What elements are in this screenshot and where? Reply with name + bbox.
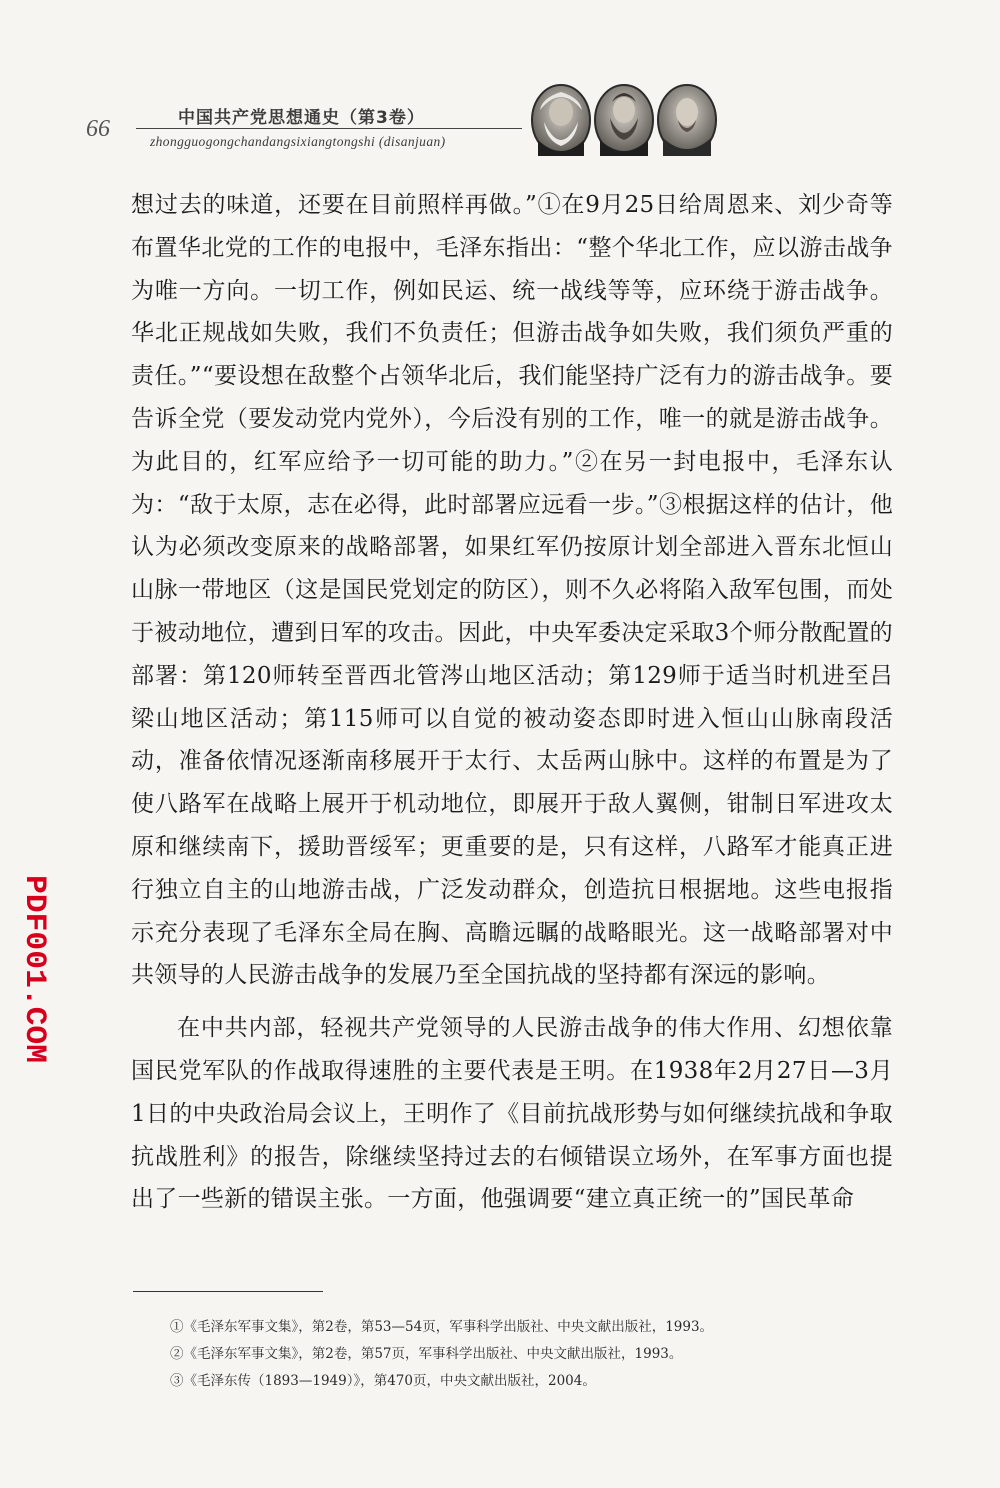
footnote-1: ①《毛泽东军事文集》，第2卷，第53—54页，军事科学出版社、中央文献出版社，1993。	[170, 1319, 714, 1335]
paragraph-wang-ming: 在中共内部，轻视共产党领导的人民游击战争的伟大作用、幻想依靠国民党军队的作战取得速胜的主要代表是王明。在1938年2月27日—3月1日的中央政治局会议上，王明作了《目前抗战形势与如何继续抗战和争取抗战胜利》的报告，除继续坚持过去的右倾错误立场外，在军事方面也提出了一些新的错误主张。一方面，他强调要“建立真正统一的”国民革命	[131, 1015, 893, 1213]
running-header-title: 中国共产党思想通史（第3卷）	[178, 108, 425, 128]
portrait-marx-icon	[532, 85, 590, 156]
footnotes	[170, 1314, 890, 1395]
footnote-rule	[133, 1291, 323, 1292]
watermark-text: PDF001.COM	[17, 875, 51, 1056]
header-portraits	[526, 80, 720, 160]
portrait-lenin-icon	[658, 85, 716, 156]
watermark	[15, 875, 55, 1065]
running-header-pinyin: zhongguogongchandangsixiangtongshi (disanjuan)	[150, 134, 446, 149]
header-rule	[136, 128, 522, 129]
page-number: 66	[86, 116, 110, 142]
portrait-engels-icon	[595, 85, 653, 156]
footnote-2: ②《毛泽东军事文集》，第2卷，第57页，军事科学出版社、中央文献出版社，1993。	[170, 1346, 683, 1362]
body-text	[131, 184, 893, 1221]
footnote-3: ③《毛泽东传（1893—1949）》，第470页，中央文献出版社，2004。	[170, 1373, 596, 1389]
paragraph-continued: 想过去的味道，还要在目前照样再做。”①在9月25日给周恩来、刘少奇等布置华北党的工作的电报中，毛泽东指出：“整个华北工作，应以游击战争为唯一方向。一切工作，例如民运、统一战线等等，应环绕于游击战争。华北正规战如失败，我们不负责任；但游击战争如失败，我们须负严重的责任。”“要设想在敌整个占领华北后，我们能坚持广泛有力的游击战争。要告诉全党（要发动党内党外），今后没有别的工作，唯一的就是游击战争。为此目的，红军应给予一切可能的助力。”②在另一封电报中，毛泽东认为：“敌于太原，志在必得，此时部署应远看一步。”③根据这样的估计，他认为必须改变原来的战略部署，如果红军仍按原计划全部进入晋东北恒山山脉一带地区（这是国民党划定的防区），则不久必将陷入敌军包围，而处于被动地位，遭到日军的攻击。因此，中央军委决定采取3个师分散配置的部署：第120师转至晋西北管涔山地区活动；第129师于适当时机进至吕梁山地区活动；第115师可以自觉的被动姿态即时进入恒山山脉南段活动，准备依情况逐渐南移展开于太行、太岳两山脉中。这样的布置是为了使八路军在战略上展开于机动地位，即展开于敌人翼侧，钳制日军进攻太原和继续南下，援助晋绥军；更重要的是，只有这样，八路军才能真正进行独立自主的山地游击战，广泛发动群众，创造抗日根据地。这些电报指示充分表现了毛泽东全局在胸、高瞻远瞩的战略眼光。这一战略部署对中共领导的人民游击战争的发展乃至全国抗战的坚持都有深远的影响。	[131, 192, 893, 989]
